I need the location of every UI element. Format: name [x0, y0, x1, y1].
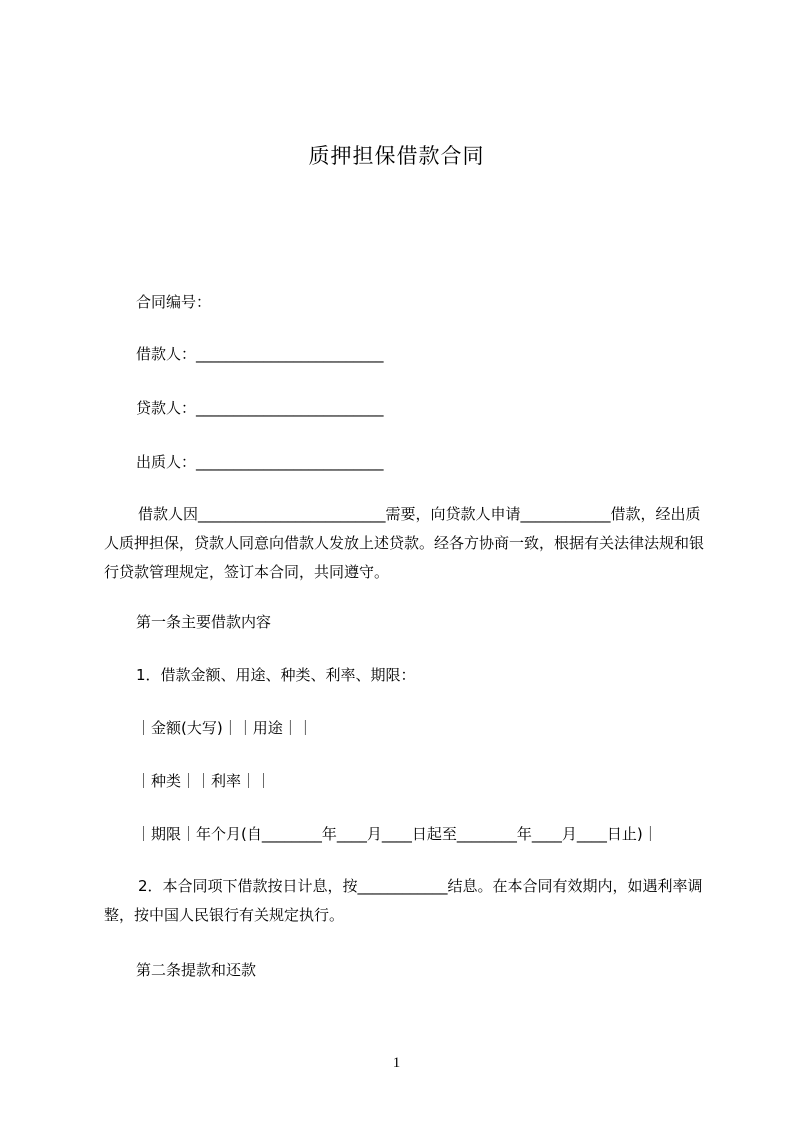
contract-number-label: 合同编号： [136, 293, 212, 311]
table-row-type-rate: ｜种类｜｜利率｜｜ [136, 772, 272, 790]
pledgor-field: 出质人：_________________________ [136, 453, 384, 471]
intro-paragraph [104, 500, 708, 587]
lender-field: 贷款人：_________________________ [136, 399, 384, 417]
article-2-heading: 第二条提款和还款 [136, 961, 257, 979]
table-row-term: ｜期限｜年个月(自________年____月____日起至________年____月____日止)｜ [136, 825, 658, 843]
item-2-paragraph [104, 872, 708, 930]
item-1-text: 1．借款金额、用途、种类、利率、期限： [136, 666, 416, 684]
page-number: 1 [392, 1055, 401, 1071]
intro-text: 借款人因_________________________需要，向贷款人申请____________借款，经出质人质押担保，贷款人同意向借款人发放上述贷款。经各方协商一致，根据有关法律法规和银行贷款管理规定，签订本合同，共同遵守。 [104, 505, 705, 581]
document-title: 质押担保借款合同 [308, 144, 485, 168]
table-row-amount-purpose: ｜金额(大写)｜｜用途｜｜ [136, 719, 313, 737]
borrower-field: 借款人：_________________________ [136, 345, 384, 363]
item-2-text: 2．本合同项下借款按日计息，按____________结息。在本合同有效期内，如遇利率调整，按中国人民银行有关规定执行。 [104, 877, 703, 924]
article-1-heading: 第一条主要借款内容 [136, 613, 272, 631]
